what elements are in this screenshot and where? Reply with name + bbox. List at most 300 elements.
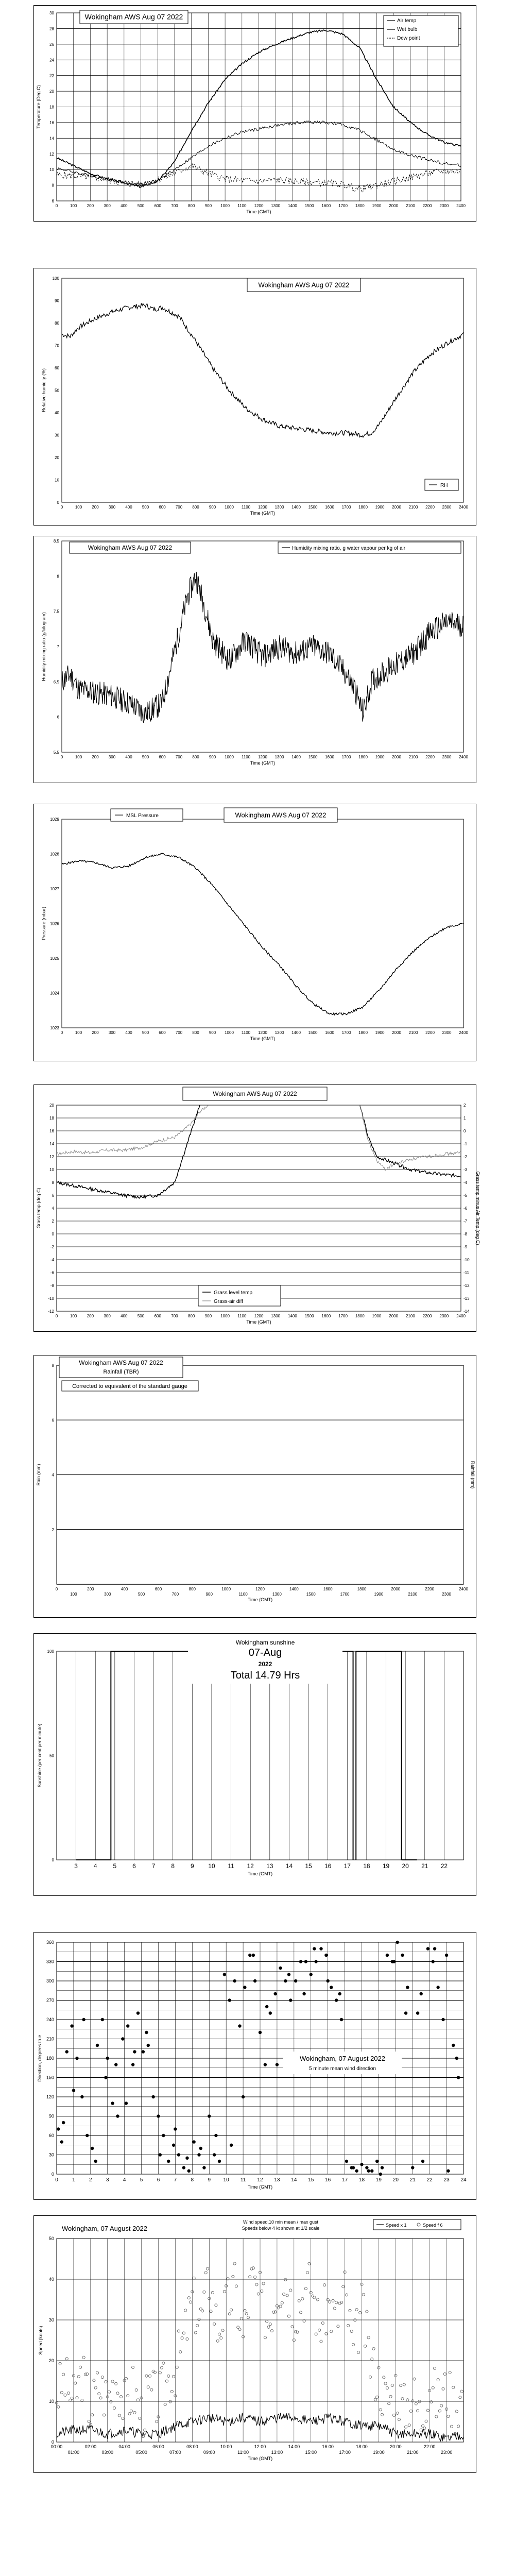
chart-date: 07-Aug	[248, 1647, 282, 1658]
x-tick-label: 1600	[321, 204, 331, 208]
x-tick-label: 05:00	[135, 2450, 147, 2455]
y-tick-label: 7.5	[53, 609, 59, 614]
x-tick-label: 1500	[304, 1314, 314, 1318]
y-tick-label: 40	[48, 2277, 54, 2282]
chart-total: Total 14.79 Hrs	[230, 1670, 300, 1681]
x-tick-label: 2000	[392, 755, 401, 759]
x-tick-label: 1100	[238, 1592, 248, 1597]
direction-point	[125, 2102, 128, 2105]
chart-title: Wokingham AWS Aug 07 2022	[88, 544, 173, 551]
x-tick-label: 6	[157, 2177, 160, 2183]
direction-point	[326, 1979, 329, 1982]
direction-point	[352, 2166, 355, 2169]
direction-point	[199, 2147, 202, 2150]
direction-point	[151, 2095, 154, 2098]
x-tick-label: 1000	[225, 505, 234, 510]
y-tick-label: 30	[49, 11, 54, 15]
plot-area	[62, 541, 464, 752]
direction-point	[299, 1960, 302, 1963]
x-tick-label: 1900	[375, 1030, 385, 1035]
x-tick-label: 2100	[408, 755, 418, 759]
y-axis-label: Direction, degrees true	[37, 2035, 42, 2082]
chart-annotation: Corrected to equivalent of the standard gauge	[72, 1383, 187, 1389]
x-tick-label: 4	[123, 2177, 126, 2183]
x-tick-label: 300	[108, 505, 116, 510]
x-tick-label: 13	[274, 2177, 280, 2183]
x-tick-label: 2300	[442, 505, 452, 510]
direction-point	[287, 1973, 290, 1976]
x-tick-label: 1700	[340, 1592, 350, 1597]
x-tick-label: 400	[121, 204, 128, 208]
x-tick-label: 4	[93, 1862, 97, 1870]
x-tick-label: 9	[190, 1862, 194, 1870]
direction-point	[330, 1986, 333, 1989]
x-tick-label: 900	[209, 755, 216, 759]
y-tick-label: -12	[48, 1309, 54, 1314]
y-tick-label: 7	[57, 645, 59, 649]
x-tick-label: 06:00	[152, 2444, 164, 2449]
x-tick-label: 600	[154, 1314, 161, 1318]
direction-point	[436, 1986, 439, 1989]
mixing-ratio-chart	[33, 536, 476, 783]
x-tick-label: 12	[257, 2177, 263, 2183]
direction-point	[269, 2011, 272, 2014]
direction-point	[386, 1954, 389, 1957]
y-tick-label: 4	[52, 1206, 54, 1211]
direction-point	[57, 2127, 60, 2130]
y-tick-label: 90	[48, 2113, 54, 2119]
direction-point	[319, 1947, 322, 1950]
y2-tick-label: 2	[464, 1103, 466, 1108]
direction-point	[111, 2102, 114, 2105]
x-tick-label: 1700	[341, 1030, 351, 1035]
x-tick-label: 1500	[306, 1592, 316, 1597]
x-tick-label: 700	[175, 505, 183, 510]
direction-point	[94, 2160, 97, 2163]
direction-point	[304, 1960, 307, 1963]
x-tick-label: 00:00	[50, 2444, 63, 2449]
x-tick-label: 1300	[271, 1314, 281, 1318]
y-tick-label: 6	[57, 715, 59, 720]
x-tick-label: 300	[108, 755, 116, 759]
direction-point	[174, 2127, 177, 2130]
direction-point	[60, 2140, 63, 2143]
legend-label: MSL Pressure	[126, 813, 159, 819]
x-tick-label: 2300	[442, 755, 452, 759]
x-tick-label: 2000	[392, 505, 401, 510]
y-tick-label: 28	[49, 26, 54, 31]
x-tick-label: 600	[159, 755, 166, 759]
x-tick-label: 24	[460, 2177, 467, 2183]
y-tick-label: 26	[49, 42, 54, 47]
x-tick-label: 6	[132, 1862, 136, 1870]
direction-point	[420, 1992, 423, 1995]
x-tick-label: 20	[402, 1862, 409, 1870]
direction-point	[279, 1967, 282, 1970]
chart-subtitle: Wind speed,10 min mean / max gust	[243, 2219, 319, 2225]
direction-point	[223, 1973, 226, 1976]
x-tick-label: 1300	[274, 1030, 284, 1035]
direction-point	[218, 2160, 221, 2163]
y-tick-label: 50	[48, 2236, 54, 2241]
y-tick-label: 8	[52, 1363, 54, 1368]
direction-point	[441, 2018, 444, 2021]
x-tick-label: 17	[344, 1862, 351, 1870]
x-tick-label: 100	[70, 1592, 77, 1597]
y-tick-label: 1029	[50, 817, 59, 822]
direction-point	[445, 1954, 448, 1957]
direction-point	[101, 2018, 104, 2021]
y-tick-label: 90	[55, 298, 59, 303]
x-tick-label: 17	[342, 2177, 348, 2183]
chart-subtitle: 5 minute mean wind direction	[308, 2066, 376, 2072]
y2-tick-label: -7	[464, 1219, 468, 1224]
chart-subtitle: Rainfall (TBR)	[103, 1369, 139, 1375]
y-tick-label: 1024	[50, 991, 59, 996]
x-tick-label: 1000	[225, 1030, 234, 1035]
legend-label: Dew point	[397, 36, 420, 41]
x-tick-label: 22	[440, 1862, 448, 1870]
x-tick-label: 02:00	[84, 2444, 97, 2449]
humidity-chart	[33, 268, 476, 526]
x-axis-label: Time (GMT)	[247, 2184, 273, 2190]
direction-point	[70, 2024, 73, 2027]
direction-point	[273, 1992, 277, 1995]
direction-point	[302, 1992, 305, 1995]
direction-point	[259, 2031, 262, 2034]
x-tick-label: 1300	[272, 1592, 282, 1597]
x-tick-label: 0	[60, 1030, 63, 1035]
y-tick-label: 180	[46, 2056, 54, 2061]
y-axis-label: Sunshine (per cent per minute)	[37, 1723, 42, 1788]
chart-year: 2022	[258, 1660, 272, 1668]
x-tick-label: 400	[121, 1587, 128, 1591]
x-tick-label: 2400	[459, 1030, 468, 1035]
x-tick-label: 2100	[405, 1314, 415, 1318]
sunshine-chart	[33, 1633, 476, 1896]
x-tick-label: 21:00	[406, 2450, 419, 2455]
x-axis-label: Time (GMT)	[250, 760, 276, 766]
legend-label: Grass-air diff	[214, 1299, 244, 1304]
y-tick-label: 6	[52, 199, 54, 204]
x-tick-label: 20	[392, 2177, 399, 2183]
x-tick-label: 2200	[422, 1314, 432, 1318]
legend-label: Grass level temp	[214, 1290, 253, 1296]
y-tick-label: 6	[52, 1193, 54, 1198]
y-tick-label: 10	[49, 167, 54, 173]
x-tick-label: 1300	[271, 204, 281, 208]
y-tick-label: 12	[49, 151, 54, 157]
sunshine-chart-panel	[33, 1633, 476, 1896]
x-tick-label: 1300	[274, 755, 284, 759]
x-axis-label: Time (GMT)	[246, 209, 271, 214]
x-tick-label: 1800	[355, 1314, 365, 1318]
x-tick-label: 1900	[372, 204, 382, 208]
x-tick-label: 16:00	[322, 2444, 334, 2449]
legend-label: Speed f 6	[423, 2223, 443, 2228]
x-tick-label: 1700	[341, 505, 351, 510]
y-tick-label: 10	[49, 1167, 54, 1172]
direction-point	[426, 1947, 430, 1950]
x-tick-label: 3	[106, 2177, 109, 2183]
y-tick-label: 20	[48, 2358, 54, 2363]
direction-point	[91, 2147, 94, 2150]
x-tick-label: 1200	[255, 1587, 265, 1591]
wind-speed-chart-panel	[33, 2215, 476, 2473]
direction-point	[248, 1954, 251, 1957]
chart-title: Wokingham AWS Aug 07 2022	[258, 281, 350, 289]
x-tick-label: 1	[72, 2177, 75, 2183]
y-tick-label: 16	[49, 120, 54, 125]
y-tick-label: 330	[46, 1959, 54, 1964]
direction-point	[114, 2063, 117, 2066]
x-tick-label: 1500	[308, 1030, 318, 1035]
x-tick-label: 2200	[425, 1030, 435, 1035]
y-tick-label: 120	[46, 2094, 54, 2099]
direction-point	[345, 2160, 348, 2163]
direction-point	[392, 1960, 396, 1963]
y-tick-label: -2	[50, 1245, 54, 1249]
x-tick-label: 600	[154, 204, 161, 208]
y-tick-label: 100	[52, 276, 59, 281]
x-tick-label: 1100	[241, 1030, 251, 1035]
direction-point	[136, 2011, 140, 2014]
x-tick-label: 1700	[338, 204, 348, 208]
y-tick-label: -6	[50, 1270, 54, 1275]
x-tick-label: 500	[142, 755, 149, 759]
x-tick-label: 600	[154, 1587, 162, 1591]
x-tick-label: 1600	[321, 1314, 331, 1318]
x-tick-label: 18	[358, 2177, 365, 2183]
direction-point	[447, 2170, 450, 2173]
x-tick-label: 10	[208, 1862, 215, 1870]
y-tick-label: 6.5	[53, 680, 59, 685]
y-tick-label: 60	[55, 366, 59, 370]
x-tick-label: 200	[92, 1030, 99, 1035]
x-axis-label: Time (GMT)	[247, 1871, 273, 1876]
x-tick-label: 20:00	[390, 2444, 402, 2449]
y-tick-label: 270	[46, 1997, 54, 2003]
y-tick-label: 50	[49, 1753, 54, 1758]
x-tick-label: 600	[159, 505, 166, 510]
x-tick-label: 1200	[258, 505, 267, 510]
y2-tick-label: -5	[464, 1193, 468, 1198]
x-tick-label: 03:00	[101, 2450, 114, 2455]
y2-axis-label: Rainfall (mm)	[470, 1461, 475, 1489]
x-tick-label: 1200	[258, 755, 267, 759]
x-tick-label: 1300	[274, 505, 284, 510]
x-tick-label: 900	[204, 204, 212, 208]
direction-point	[157, 2114, 160, 2117]
x-tick-label: 1800	[357, 1587, 367, 1591]
direction-point	[208, 2114, 211, 2117]
x-tick-label: 0	[60, 755, 63, 759]
x-tick-label: 900	[204, 1314, 212, 1318]
pressure-chart	[33, 804, 476, 1061]
y-tick-label: -8	[50, 1283, 54, 1288]
x-tick-label: 15	[305, 1862, 312, 1870]
grass-temp-chart-panel	[33, 1084, 480, 1332]
x-axis-label: Time (GMT)	[250, 1036, 276, 1041]
y-tick-label: 6	[52, 1418, 54, 1423]
chart-subtitle: Speeds below 4 kt shown at 1/2 scale	[242, 2226, 320, 2231]
x-tick-label: 23	[443, 2177, 450, 2183]
x-axis-label: Time (GMT)	[246, 1319, 271, 1325]
y-tick-label: 100	[47, 1649, 54, 1654]
x-tick-label: 1600	[325, 1030, 334, 1035]
x-tick-label: 12	[247, 1862, 254, 1870]
x-tick-label: 2300	[439, 204, 449, 208]
x-tick-label: 14	[291, 2177, 297, 2183]
x-tick-label: 1400	[291, 505, 301, 510]
direction-point	[365, 2166, 368, 2169]
y-tick-label: 0	[57, 500, 59, 505]
y-tick-label: 1028	[50, 852, 59, 857]
y-tick-label: 14	[49, 1142, 54, 1146]
x-tick-label: 100	[75, 1030, 82, 1035]
direction-point	[340, 2018, 343, 2021]
chart-title: Wokingham AWS Aug 07 2022	[84, 12, 183, 21]
direction-point	[116, 2114, 119, 2117]
direction-point	[432, 1960, 435, 1963]
x-tick-label: 2000	[389, 1314, 399, 1318]
y-tick-label: 60	[48, 2133, 54, 2138]
direction-point	[381, 2166, 384, 2169]
x-tick-label: 900	[205, 1592, 213, 1597]
y-tick-label: 20	[49, 89, 54, 94]
x-tick-label: 2100	[408, 505, 418, 510]
x-tick-label: 2400	[456, 204, 466, 208]
direction-point	[228, 1998, 231, 2002]
legend-label: Wet bulb	[397, 27, 418, 32]
direction-point	[379, 2173, 382, 2176]
x-tick-label: 500	[142, 505, 149, 510]
legend-label: Air temp	[397, 18, 417, 24]
direction-point	[367, 2170, 370, 2173]
y-tick-label: 1026	[50, 921, 59, 926]
legend-box	[384, 15, 458, 46]
x-tick-label: 1100	[241, 755, 251, 759]
x-tick-label: 2000	[391, 1587, 401, 1591]
direction-point	[62, 2121, 65, 2124]
direction-point	[75, 2057, 78, 2060]
x-tick-label: 5	[113, 1862, 117, 1870]
x-tick-label: 11	[228, 1862, 234, 1870]
direction-point	[252, 1954, 255, 1957]
y-tick-label: 5.5	[53, 750, 59, 755]
y-tick-label: 70	[55, 343, 59, 348]
x-tick-label: 400	[125, 505, 132, 510]
x-tick-label: 500	[138, 1592, 145, 1597]
x-tick-label: 200	[87, 1314, 94, 1318]
x-tick-label: 2000	[392, 1030, 401, 1035]
x-tick-label: 1400	[289, 1587, 299, 1591]
x-tick-label: 800	[188, 1587, 196, 1591]
y2-tick-label: -14	[464, 1309, 470, 1314]
x-tick-label: 200	[92, 505, 99, 510]
y-tick-label: 0	[52, 1858, 54, 1862]
chart-title: Wokingham AWS Aug 07 2022	[235, 811, 327, 819]
direction-point	[264, 2063, 267, 2066]
direction-point	[159, 2153, 162, 2156]
x-tick-label: 200	[87, 1587, 94, 1591]
direction-point	[185, 2157, 188, 2160]
x-tick-label: 0	[55, 204, 58, 208]
x-tick-label: 13	[266, 1862, 273, 1870]
x-tick-label: 700	[171, 1314, 178, 1318]
direction-point	[284, 1979, 287, 1982]
direction-point	[82, 2018, 85, 2021]
direction-point	[238, 2024, 241, 2027]
x-tick-label: 21	[409, 2177, 416, 2183]
x-tick-label: 10:00	[220, 2444, 232, 2449]
chart-title: Wokingham AWS Aug 07 2022	[79, 1359, 163, 1366]
x-tick-label: 2400	[459, 755, 468, 759]
direction-point	[142, 2050, 145, 2053]
x-tick-label: 1600	[325, 755, 334, 759]
y2-tick-label: 0	[464, 1129, 466, 1133]
x-tick-label: 7	[151, 1862, 156, 1870]
x-tick-label: 15:00	[305, 2450, 317, 2455]
x-tick-label: 400	[121, 1314, 128, 1318]
direction-point	[452, 2044, 455, 2047]
x-tick-label: 12:00	[254, 2444, 266, 2449]
direction-point	[416, 2011, 419, 2014]
legend-label: RH	[440, 483, 448, 488]
x-tick-label: 1500	[304, 204, 314, 208]
rainfall-chart	[33, 1355, 476, 1618]
x-tick-label: 800	[192, 505, 199, 510]
x-tick-label: 1000	[225, 755, 234, 759]
y-tick-label: 20	[55, 455, 59, 460]
x-tick-label: 19:00	[373, 2450, 385, 2455]
x-tick-label: 09:00	[203, 2450, 215, 2455]
direction-point	[230, 2144, 233, 2147]
x-tick-label: 1700	[338, 1314, 348, 1318]
y-tick-label: 80	[55, 321, 59, 326]
x-tick-label: 0	[60, 505, 63, 510]
y2-tick-label: -1	[464, 1142, 468, 1146]
x-tick-label: 11	[240, 2177, 246, 2183]
y-tick-label: 360	[46, 1940, 54, 1945]
x-tick-label: 2200	[425, 1587, 435, 1591]
x-tick-label: 1000	[220, 204, 230, 208]
direction-point	[294, 1979, 297, 1982]
y-tick-label: 30	[48, 2152, 54, 2158]
y-axis-label: Temperature (Deg C)	[36, 85, 41, 129]
x-tick-label: 1600	[325, 505, 334, 510]
y2-tick-label: -10	[464, 1258, 470, 1262]
x-tick-label: 1700	[341, 755, 351, 759]
y-tick-label: 4	[52, 1472, 54, 1478]
direction-point	[126, 2024, 129, 2027]
y2-tick-label: -8	[464, 1232, 468, 1236]
x-tick-label: 1400	[291, 755, 301, 759]
x-tick-label: 17:00	[339, 2450, 351, 2455]
direction-point	[404, 2011, 407, 2014]
chart-title: Wokingham, 07 August 2022	[300, 2055, 385, 2062]
y-tick-label: 300	[46, 1978, 54, 1984]
direction-point	[104, 2076, 107, 2079]
temperature-chart-panel	[33, 5, 476, 222]
y-tick-label: -4	[50, 1258, 54, 1262]
direction-point	[401, 1954, 404, 1957]
y-axis-label: Humidity mixing ratio (g/kilogram)	[41, 612, 46, 681]
x-tick-label: 100	[70, 204, 77, 208]
y-tick-label: 0	[52, 1232, 54, 1236]
y-axis-label: Rain (mm)	[36, 1464, 41, 1486]
x-tick-label: 1100	[241, 505, 251, 510]
